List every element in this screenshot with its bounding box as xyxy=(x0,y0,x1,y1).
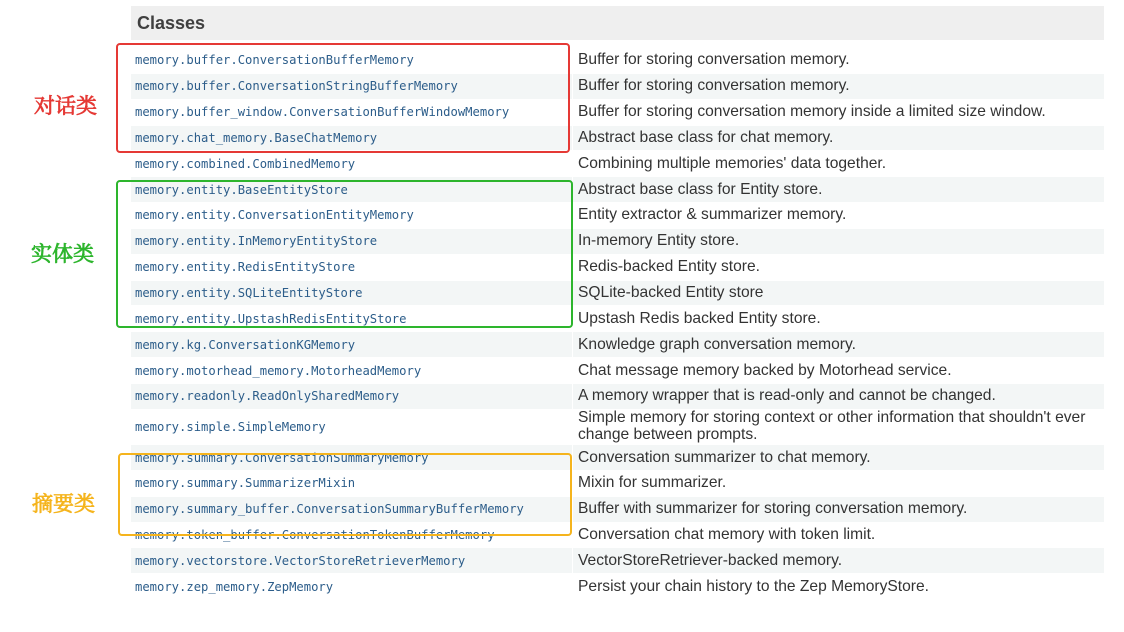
class-link[interactable]: memory.buffer.ConversationBufferMemory xyxy=(131,48,573,73)
class-description: Knowledge graph conversation memory. xyxy=(573,332,1104,357)
class-description: Abstract base class for Entity store. xyxy=(573,177,1104,202)
class-description: Conversation chat memory with token limit. xyxy=(573,523,1104,548)
dialogue-group-box xyxy=(116,43,570,153)
class-link[interactable]: memory.zep_memory.ZepMemory xyxy=(131,574,573,599)
table-row xyxy=(131,384,1104,410)
class-description: Redis-backed Entity store. xyxy=(573,255,1104,280)
class-link[interactable]: memory.chat_memory.BaseChatMemory xyxy=(131,126,573,151)
class-description: Abstract base class for chat memory. xyxy=(573,126,1104,151)
class-description: Upstash Redis backed Entity store. xyxy=(573,306,1104,331)
table-row xyxy=(131,548,1104,574)
class-description: A memory wrapper that is read-only and cannot be changed. xyxy=(573,384,1104,409)
class-link[interactable]: memory.summary.SummarizerMixin xyxy=(131,471,573,496)
class-link[interactable]: memory.buffer_window.ConversationBufferWindowMemory xyxy=(131,100,573,125)
class-description: In-memory Entity store. xyxy=(573,229,1104,254)
dialogue-group-label: 对话类 xyxy=(34,94,97,118)
summary-group-box xyxy=(118,453,572,536)
table-row xyxy=(131,574,1104,600)
class-description: Simple memory for storing context or other information that shouldn't ever change between prompts. xyxy=(573,410,1104,444)
summary-group-label: 摘要类 xyxy=(32,492,95,516)
class-link[interactable]: memory.kg.ConversationKGMemory xyxy=(131,332,573,357)
class-description: Buffer for storing conversation memory inside a limited size window. xyxy=(573,100,1104,125)
class-description: Persist your chain history to the Zep MemoryStore. xyxy=(573,574,1104,599)
table-row xyxy=(131,410,1104,445)
class-link[interactable]: memory.vectorstore.VectorStoreRetrieverMemory xyxy=(131,548,573,573)
class-description: Chat message memory backed by Motorhead service. xyxy=(573,358,1104,383)
class-link[interactable]: memory.entity.InMemoryEntityStore xyxy=(131,229,573,254)
class-link[interactable]: memory.entity.BaseEntityStore xyxy=(131,177,573,202)
section-title: Classes xyxy=(131,6,1104,40)
class-description: Buffer for storing conversation memory. xyxy=(573,48,1104,73)
class-description: Conversation summarizer to chat memory. xyxy=(573,445,1104,470)
class-link[interactable]: memory.simple.SimpleMemory xyxy=(131,410,573,444)
entity-group-box xyxy=(116,180,573,328)
class-link[interactable]: memory.summary_buffer.ConversationSummaryBufferMemory xyxy=(131,497,573,522)
table-row xyxy=(131,332,1104,358)
class-description: VectorStoreRetriever-backed memory. xyxy=(573,548,1104,573)
class-description: Buffer with summarizer for storing conversation memory. xyxy=(573,497,1104,522)
class-link[interactable]: memory.readonly.ReadOnlySharedMemory xyxy=(131,384,573,409)
class-link[interactable]: memory.entity.SQLiteEntityStore xyxy=(131,281,573,306)
entity-group-label: 实体类 xyxy=(31,242,94,266)
class-description: Buffer for storing conversation memory. xyxy=(573,74,1104,99)
class-link[interactable]: memory.token_buffer.ConversationTokenBufferMemory xyxy=(131,523,573,548)
class-link[interactable]: memory.entity.RedisEntityStore xyxy=(131,255,573,280)
table-row xyxy=(131,358,1104,384)
class-link[interactable]: memory.summary.ConversationSummaryMemory xyxy=(131,445,573,470)
class-description: SQLite-backed Entity store xyxy=(573,281,1104,306)
table-row xyxy=(131,151,1104,177)
class-description: Combining multiple memories' data together. xyxy=(573,151,1104,176)
class-link[interactable]: memory.buffer.ConversationStringBufferMemory xyxy=(131,74,573,99)
class-link[interactable]: memory.entity.UpstashRedisEntityStore xyxy=(131,306,573,331)
class-link[interactable]: memory.motorhead_memory.MotorheadMemory xyxy=(131,358,573,383)
class-link[interactable]: memory.entity.ConversationEntityMemory xyxy=(131,203,573,228)
class-description: Entity extractor & summarizer memory. xyxy=(573,203,1104,228)
class-description: Mixin for summarizer. xyxy=(573,471,1104,496)
class-link[interactable]: memory.combined.CombinedMemory xyxy=(131,151,573,176)
